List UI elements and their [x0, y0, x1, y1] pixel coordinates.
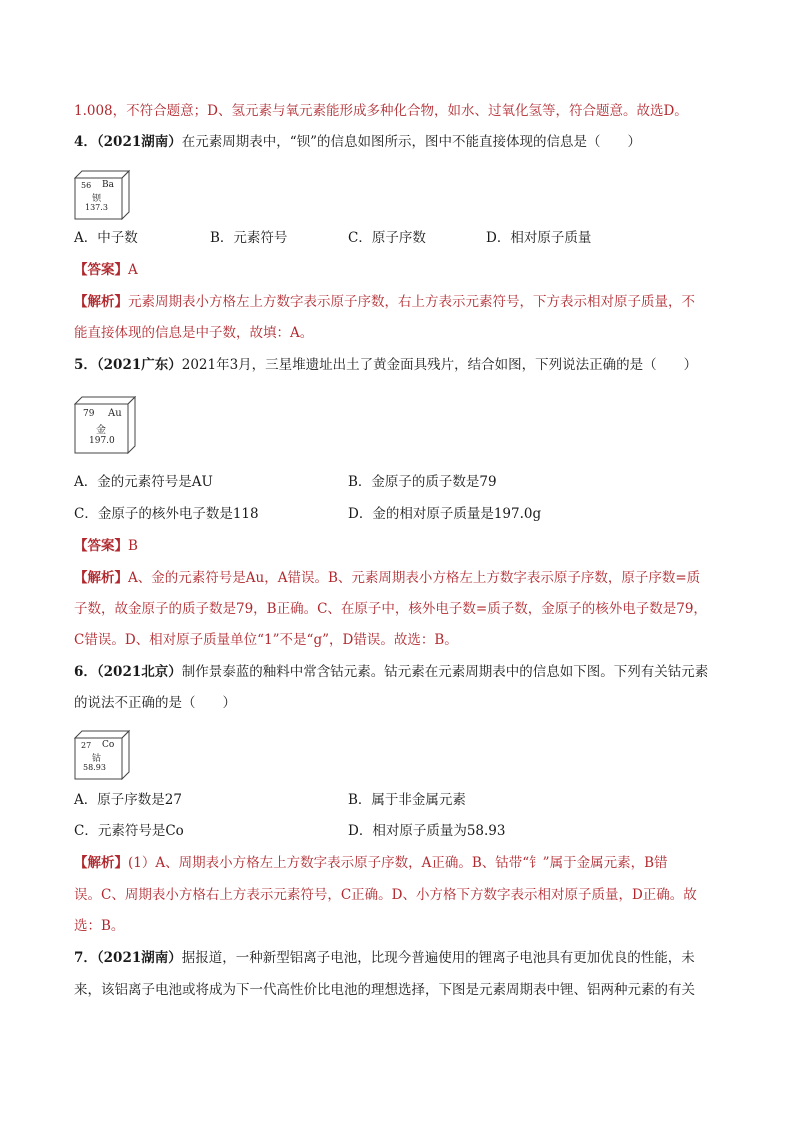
barium-atomic-mass: 137.3 — [85, 203, 108, 212]
cobalt-atomic-mass: 58.93 — [83, 763, 106, 772]
question-4-option-c: C．原子序数 — [348, 230, 426, 246]
barium-symbol: Ba — [102, 180, 114, 190]
cobalt-symbol: Co — [102, 740, 115, 750]
element-card-barium — [74, 170, 130, 220]
question-6-option-c: C．元素符号是Co — [74, 823, 184, 839]
question-4-stem — [74, 132, 724, 152]
question-5-analysis-line-1: 【解析】A、金的元素符号是Au，A错误。B、元素周期表小方格左上方数字表示原子序数，原子序数=质 — [74, 570, 701, 586]
gold-atomic-number: 79 — [83, 409, 95, 419]
question-5-text: 2021年3月，三星堆遗址出土了黄金面具残片，结合如图，下列说法正确的是（ ） — [181, 357, 698, 373]
question-7-stem-line-1: 7．（2021湖南）据报道，一种新型铝离子电池，比现今普遍使用的锂离子电池具有更加优良的性能，未 — [74, 950, 695, 966]
question-4-option-d: D．相对原子质量 — [486, 230, 592, 246]
question-6-number: 6． — [74, 664, 97, 680]
question-5-option-d: D．金的相对原子质量是197.0g — [348, 506, 542, 522]
question-5-answer: 【答案】B — [74, 538, 138, 554]
barium-name: 钡 — [92, 194, 102, 204]
question-5-source: （2021广东） — [96, 357, 182, 373]
barium-atomic-number: 56 — [81, 181, 92, 190]
question-7-source: （2021湖南） — [96, 950, 182, 966]
question-5-analysis-line-2: 子数，故金原子的质子数是79，B正确。C、在原子中，核外电子数=质子数，金原子的核外电子数是79， — [74, 601, 707, 617]
question-6-stem-line-1: 6．（2021北京）制作景泰蓝的釉料中常含钴元素。钴元素在元素周期表中的信息如下图。下列有关钴元素 — [74, 664, 709, 680]
question-4-source: （2021湖南） — [96, 134, 182, 150]
question-6-option-d: D．相对原子质量为58.93 — [348, 823, 506, 839]
question-6-stem-line-2: 的说法不正确的是（ ） — [74, 695, 236, 711]
previous-analysis-tail: 1.008，不符合题意；D、氢元素与氧元素能形成多种化合物，如水、过氧化氢等，符合题意。故选D。 — [74, 103, 688, 119]
question-5-option-c: C．金原子的核外电子数是118 — [74, 506, 259, 522]
question-6-analysis-line-1: 【解析】(1）A、周期表小方格左上方数字表示原子序数，A正确。B、钴带“钅”属于金属元素，B错 — [74, 855, 668, 871]
question-4-number: 4． — [74, 134, 97, 150]
question-4-answer: 【答案】A — [74, 262, 138, 278]
question-7-stem-line-2: 来，该铝离子电池或将成为下一代高性价比电池的理想选择，下图是元素周期表中锂、铝两种元素的有关 — [74, 982, 695, 998]
question-5-stem — [74, 355, 724, 375]
question-4-text: 在元素周期表中，“钡”的信息如图所示，图中不能直接体现的信息是（ ） — [181, 134, 642, 150]
gold-symbol: Au — [108, 408, 122, 419]
question-4-analysis-line-1: 【解析】元素周期表小方格左上方数字表示原子序数，右上方表示元素符号，下方表示相对原子质量，不 — [74, 294, 695, 310]
question-4-analysis-line-2: 能直接体现的信息是中子数，故填：A。 — [74, 325, 314, 341]
question-6-option-a: A．原子序数是27 — [74, 792, 182, 808]
question-6-analysis-line-3: 选：B。 — [74, 918, 125, 934]
gold-name: 金 — [96, 425, 106, 436]
element-card-gold — [74, 396, 136, 454]
question-7-number: 7． — [74, 950, 97, 966]
cobalt-atomic-number: 27 — [81, 741, 92, 750]
gold-atomic-mass: 197.0 — [89, 436, 115, 446]
question-5-option-b: B．金原子的质子数是79 — [348, 474, 497, 490]
question-4-option-b: B．元素符号 — [210, 230, 288, 246]
question-5-number: 5． — [74, 357, 97, 373]
question-6-option-b: B．属于非金属元素 — [348, 792, 466, 808]
question-6-analysis-line-2: 误。C、周期表小方格右上方表示元素符号，C正确。D、小方格下方数字表示相对原子质量，D正确。故 — [74, 887, 697, 903]
element-card-cobalt — [74, 730, 130, 780]
cobalt-name: 钴 — [92, 754, 102, 764]
question-4-option-a: A．中子数 — [74, 230, 138, 246]
question-5-option-a: A．金的元素符号是AU — [74, 474, 213, 490]
question-6-source: （2021北京） — [96, 664, 182, 680]
question-5-analysis-line-3: C错误。D、相对原子质量单位“1”不是“g”，D错误。故选：B。 — [74, 632, 458, 648]
